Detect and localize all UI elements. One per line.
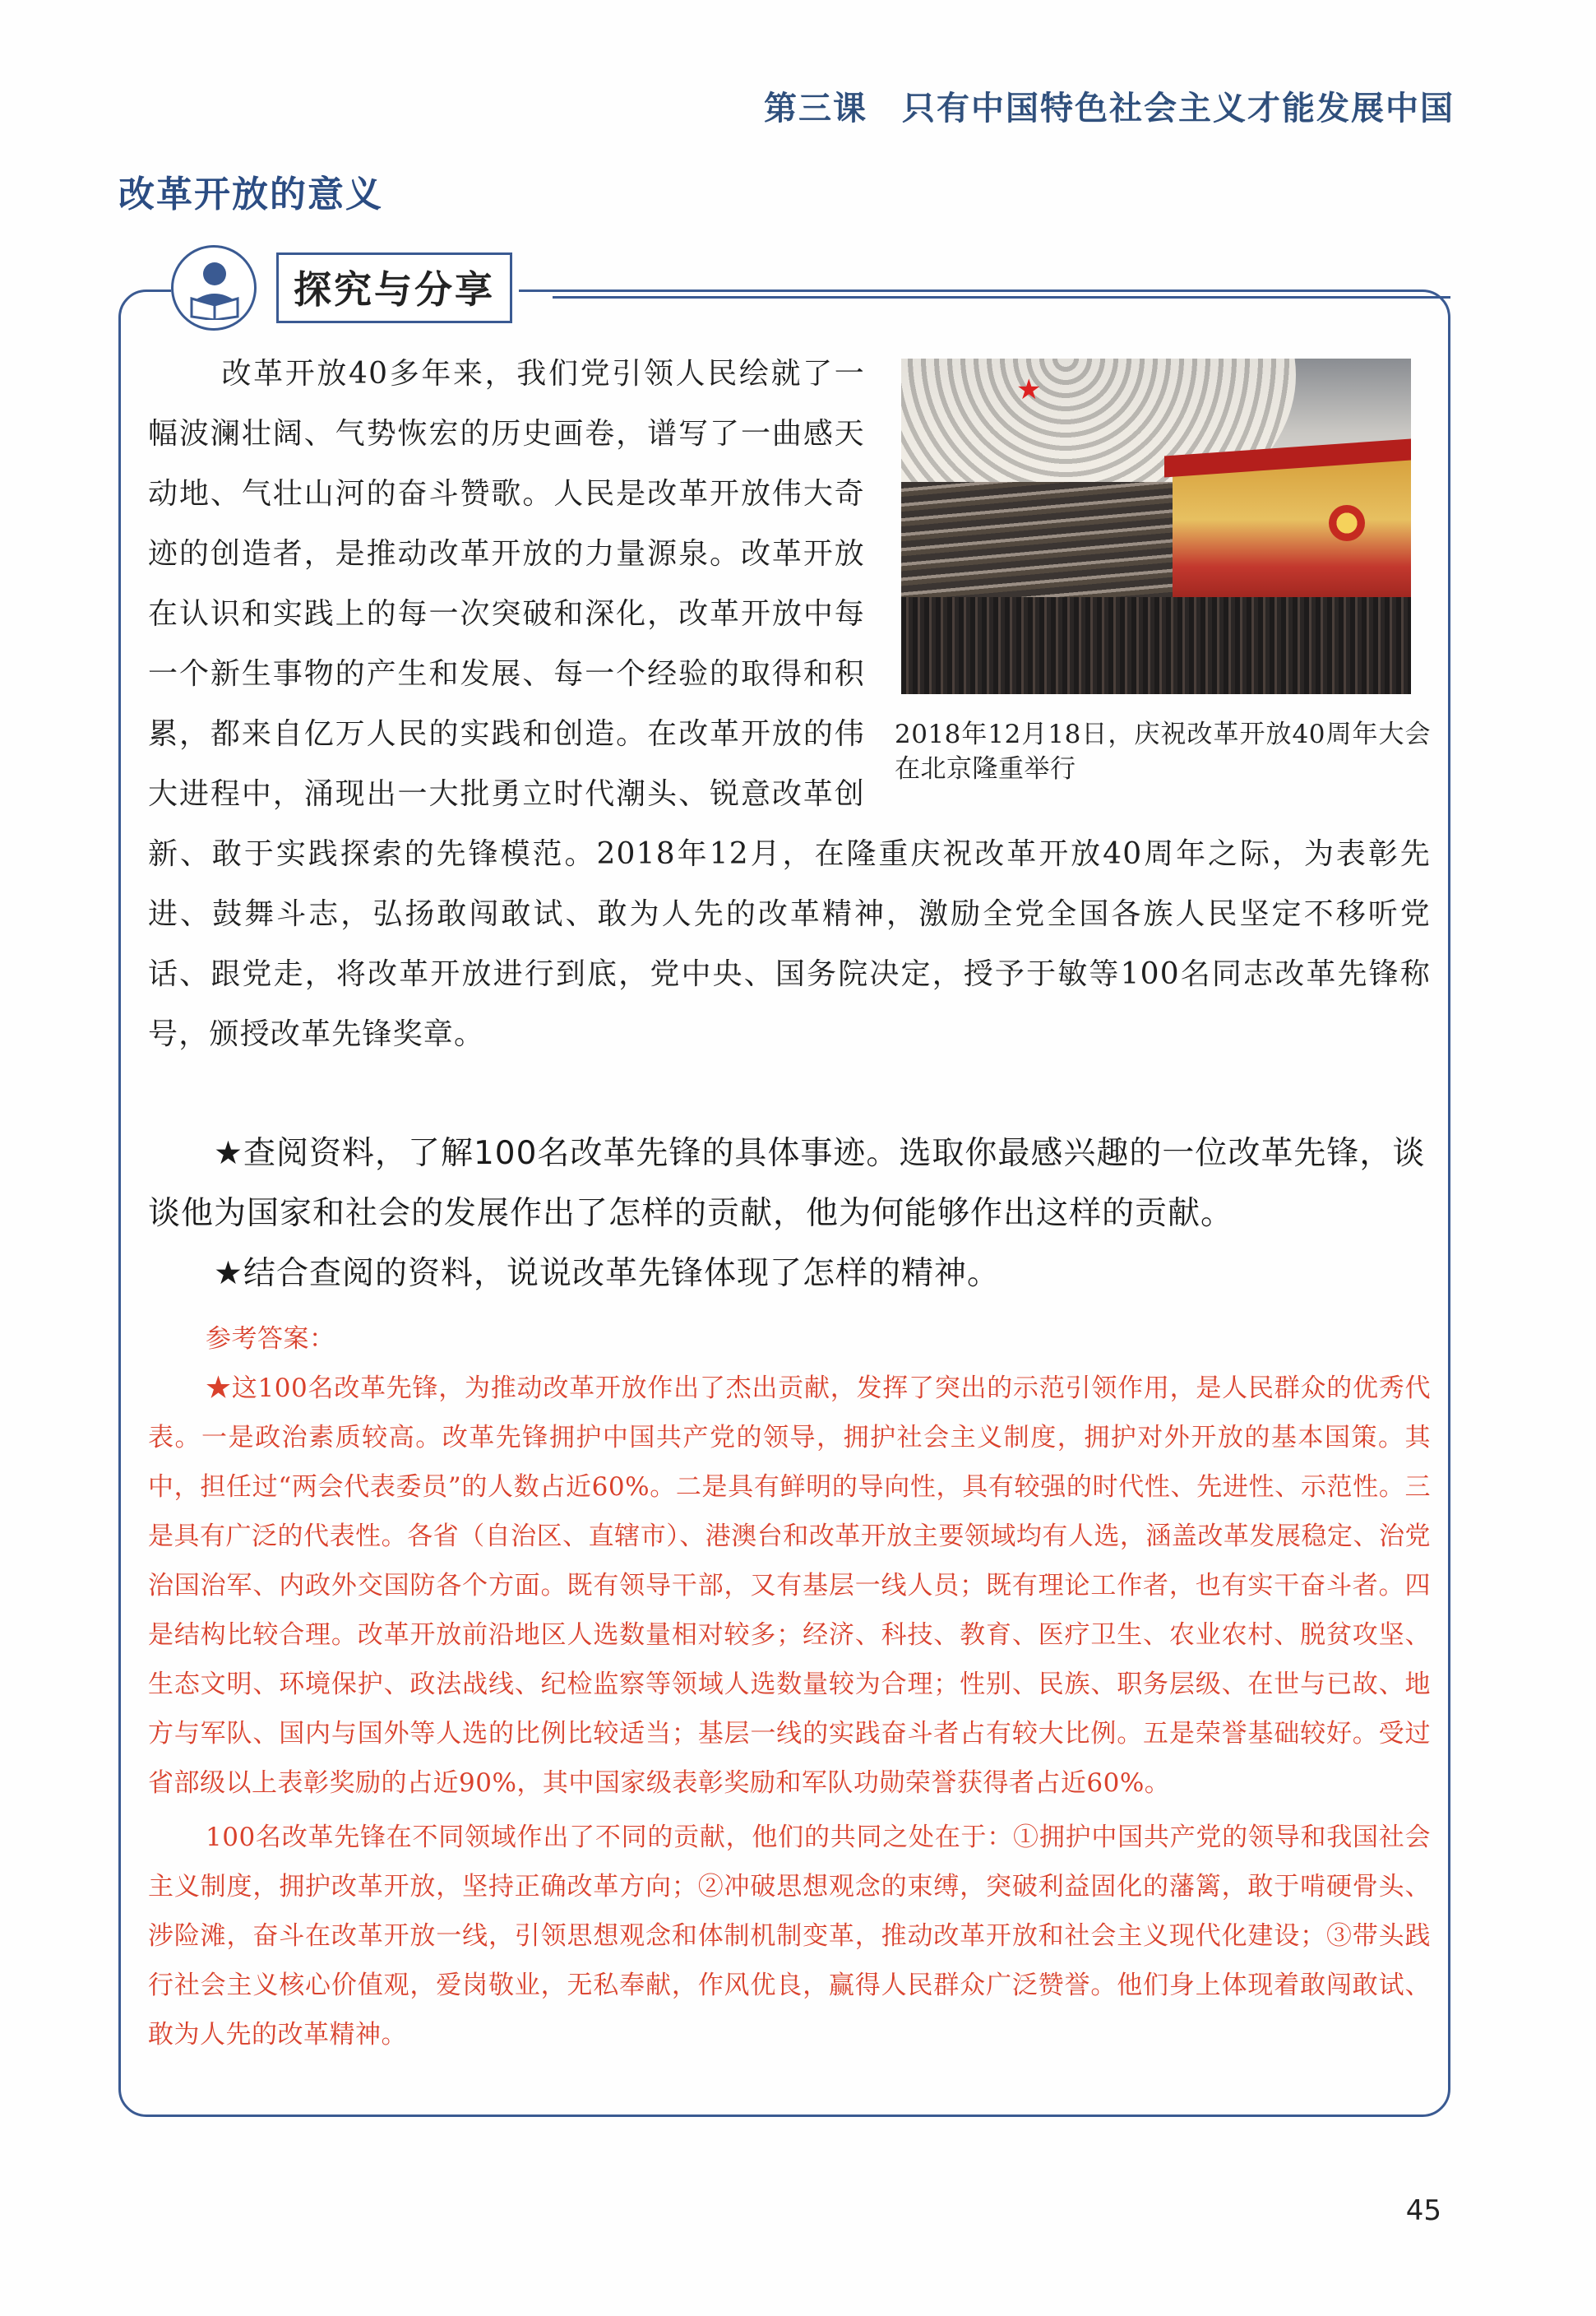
answer-label: 参考答案：: [206, 1324, 335, 1354]
main-paragraph: [148, 344, 1431, 1064]
photo-caption: 2018年12月18日，庆祝改革开放40周年大会在北京隆重举行: [895, 720, 1431, 784]
section-title: 改革开放的意义: [118, 174, 383, 215]
question-2: ★结合查阅的资料，说说改革先锋体现了怎样的精神。: [214, 1255, 1000, 1292]
reference-answer: [148, 1314, 1431, 2059]
box-label-text: 探究与分享: [276, 252, 512, 323]
main-paragraph-text: 改革开放40多年来，我们党引领人民绘就了一幅波澜壮阔、气势恢宏的历史画卷，谱写了一曲感天动地、气壮山河的奋斗赞歌。人民是改革开放伟大奇迹的创造者，是推动改革开放的力量源泉。改革开放在认识和实践上的每一次突破和深化，改革开放中每一个新生事物的产生和发展、每一个经验的取得和积累，都来自亿万人民的实践和创造。在改革开放的伟大进程中，涌现出一大批勇立时代潮头、锐意改革创新、敢于实践探索的先锋模范。2018年12月，在隆重庆祝改革开放40周年之际，为表彰先进、鼓舞斗志，弘扬敢闯敢试、敢为人先的改革精神，激励全党全国各族人民坚定不移听党话、跟党走，将改革开放进行到底，党中央、国务院决定，授予于敏等100名同志改革先锋称号，颁授改革先锋奖章。: [148, 357, 1431, 1051]
lesson-title: 第三课 只有中国特色社会主义才能发展中国: [764, 90, 1455, 127]
photo-figure: [895, 359, 1431, 786]
box-label: [171, 247, 519, 329]
conference-photo: ★: [901, 359, 1411, 694]
questions: [148, 1123, 1431, 1304]
answer-paragraph-2: 100名改革先锋在不同领域作出了不同的贡献，他们的共同之处在于：①拥护中国共产党的领导和我国社会主义制度，拥护改革开放，坚持正确改革方向；②冲破思想观念的束缚，突破利益固化的藩篱，敢于啃硬骨头、涉险滩，奋斗在改革开放一线，引领思想观念和体制机制变革，推动改革开放和社会主义现代化建设；③带头践行社会主义核心价值观，爱岗敬业，无私奉献，作风优良，赢得人民群众广泛赞誉。他们身上体现着敢闯敢试、敢为人先的改革精神。: [148, 1823, 1431, 2050]
box-label-line: [553, 296, 1450, 299]
page-number: 45: [1405, 2194, 1441, 2227]
question-1: ★查阅资料，了解100名改革先锋的具体事迹。选取你最感兴趣的一位改革先锋，谈谈他为国家和社会的发展作出了怎样的贡献，他为何能够作出这样的贡献。: [148, 1135, 1426, 1232]
answer-paragraph-1: ★这100名改革先锋，为推动改革开放作出了杰出贡献，发挥了突出的示范引领作用，是人民群众的优秀代表。一是政治素质较高。改革先锋拥护中国共产党的领导，拥护社会主义制度，拥护对外开放的基本国策。其中，担任过“两会代表委员”的人数占近60%。二是具有鲜明的导向性，具有较强的时代性、先进性、示范性。三是具有广泛的代表性。各省（自治区、直辖市）、港澳台和改革开放主要领域均有人选，涵盖改革发展稳定、治党治国治军、内政外交国防各个方面。既有领导干部，又有基层一线人员；既有理论工作者，也有实干奋斗者。四是结构比较合理。改革开放前沿地区人选数量相对较多；经济、科技、教育、医疗卫生、农业农村、脱贫攻坚、生态文明、环境保护、政法战线、纪检监察等领域人选数量较为合理；性别、民族、职务层级、在世与已故、地方与军队、国内与国外等人选的比例比较适当；基层一线的实践奋斗者占有较大比例。五是荣誉基础较好。受过省部级以上表彰奖励的占近90%，其中国家级表彰奖励和军队功勋荣誉获得者占近60%。: [148, 1373, 1431, 1798]
reader-icon: [171, 245, 257, 331]
